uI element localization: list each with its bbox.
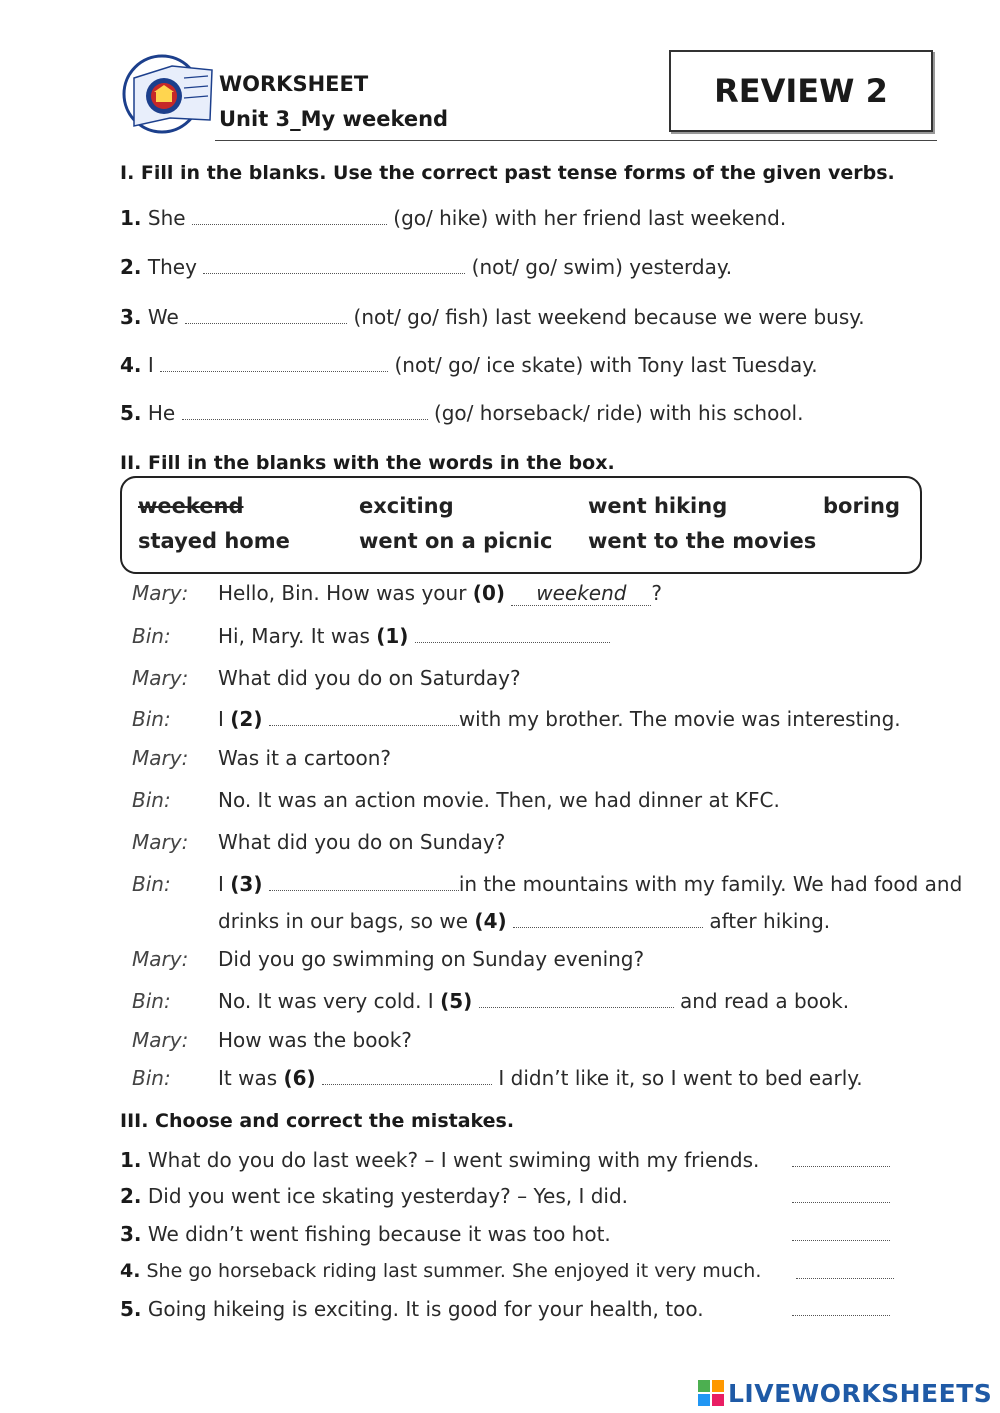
- section3-heading: III. Choose and correct the mistakes.: [120, 1110, 515, 1132]
- item-subject: We: [147, 305, 179, 329]
- dialogue-line-10: [218, 989, 849, 1013]
- school-logo-icon: [112, 48, 222, 140]
- dialogue-line-9: Did you go swimming on Sunday evening?: [218, 947, 645, 971]
- item-hint: (not/ go/ fish) last weekend because we were busy.: [353, 305, 865, 329]
- answer-blank[interactable]: [182, 405, 428, 420]
- dialogue-text: in the mountains with my family. We had food and: [458, 872, 963, 896]
- liveworksheets-brand: LIVEWORKSHEETS: [728, 1378, 993, 1408]
- answer-blank[interactable]: [269, 711, 459, 726]
- dialogue-text: I: [218, 872, 224, 896]
- speaker-bin: Bin:: [132, 707, 171, 731]
- blank-number: (5): [440, 989, 473, 1013]
- correction-blank[interactable]: [792, 1226, 890, 1241]
- box-word-stayed-home: stayed home: [138, 529, 290, 553]
- section2-heading: II. Fill in the blanks with the words in the box.: [120, 452, 615, 474]
- review-box: [669, 50, 933, 132]
- dialogue-text: I: [218, 707, 224, 731]
- speaker-mary: Mary:: [132, 830, 189, 854]
- s3-item-4: [120, 1260, 761, 1282]
- dialogue-text: No. It was very cold. I: [218, 989, 434, 1013]
- item-text: She go horseback riding last summer. She enjoyed it very much.: [146, 1260, 762, 1282]
- dialogue-text: ?: [651, 581, 662, 605]
- blank-number: (1): [376, 624, 409, 648]
- blank-number: (4): [474, 909, 507, 933]
- answer-blank[interactable]: [185, 309, 347, 324]
- item-number: 5.: [120, 401, 142, 425]
- item-number: 1.: [120, 206, 142, 230]
- dialogue-line-0: [218, 581, 662, 606]
- dialogue-line-2: What did you do on Saturday?: [218, 666, 521, 690]
- answer-blank[interactable]: [203, 259, 465, 274]
- dialogue-line-12: [218, 1066, 863, 1090]
- correction-blank[interactable]: [796, 1264, 894, 1279]
- liveworksheets-mark-icon: [698, 1380, 724, 1406]
- dialogue-text: I didn’t like it, so I went to bed early.: [498, 1066, 863, 1090]
- liveworksheets-logo[interactable]: [698, 1376, 992, 1410]
- dialogue-text: Hello, Bin. How was your: [218, 581, 467, 605]
- blank-number: (3): [230, 872, 263, 896]
- blank-number: (2): [230, 707, 263, 731]
- speaker-mary: Mary:: [132, 1028, 189, 1052]
- correction-blank[interactable]: [792, 1301, 890, 1316]
- dialogue-line-4: Was it a cartoon?: [218, 746, 391, 770]
- answer-blank[interactable]: [513, 913, 703, 928]
- item-text: What do you do last week? – I went swiming with my friends.: [147, 1148, 760, 1172]
- s1-item-2: [120, 255, 732, 279]
- speaker-mary: Mary:: [132, 581, 189, 605]
- answer-blank[interactable]: [322, 1070, 492, 1085]
- answer-blank[interactable]: [192, 210, 387, 225]
- box-word-went-hiking: went hiking: [588, 494, 728, 518]
- speaker-mary: Mary:: [132, 947, 189, 971]
- word-box: [120, 476, 922, 574]
- s1-item-4: [120, 353, 818, 377]
- item-hint: (not/ go/ swim) yesterday.: [471, 255, 733, 279]
- item-text: Did you went ice skating yesterday? – Yes, I did.: [147, 1184, 629, 1208]
- speaker-mary: Mary:: [132, 746, 189, 770]
- box-word-exciting: exciting: [359, 494, 454, 518]
- item-subject: She: [147, 206, 186, 230]
- dialogue-text: with my brother. The movie was interesting.: [458, 707, 901, 731]
- box-word-went-on-a-picnic: went on a picnic: [359, 529, 553, 553]
- item-number: 3.: [120, 1222, 142, 1246]
- answer-blank[interactable]: [415, 628, 610, 643]
- item-number: 3.: [120, 305, 142, 329]
- speaker-bin: Bin:: [132, 1066, 171, 1090]
- section1-heading: I. Fill in the blanks. Use the correct past tense forms of the given verbs.: [120, 162, 895, 184]
- s1-item-1: [120, 206, 786, 230]
- dialogue-line-5: No. It was an action movie. Then, we had dinner at KFC.: [218, 788, 780, 812]
- box-word-went-to-the-movies: went to the movies: [588, 529, 817, 553]
- school-logo: [112, 48, 222, 140]
- dialogue-text: drinks in our bags, so we: [218, 909, 469, 933]
- dialogue-line-11: How was the book?: [218, 1028, 412, 1052]
- s1-item-3: [120, 305, 865, 329]
- blank-number: (6): [283, 1066, 316, 1090]
- dialogue-line-3: [218, 707, 901, 731]
- item-hint: (not/ go/ ice skate) with Tony last Tuesday.: [394, 353, 818, 377]
- item-hint: (go/ horseback/ ride) with his school.: [433, 401, 804, 425]
- worksheet-label: WORKSHEET: [219, 72, 369, 96]
- correction-blank[interactable]: [792, 1152, 890, 1167]
- correction-blank[interactable]: [792, 1188, 890, 1203]
- s3-item-2: [120, 1184, 628, 1208]
- item-subject: They: [147, 255, 197, 279]
- item-number: 2.: [120, 255, 142, 279]
- speaker-bin: Bin:: [132, 788, 171, 812]
- review-title: REVIEW 2: [714, 72, 888, 110]
- item-subject: He: [147, 401, 176, 425]
- speaker-bin: Bin:: [132, 624, 171, 648]
- s3-item-3: [120, 1222, 611, 1246]
- speaker-bin: Bin:: [132, 872, 171, 896]
- box-word-boring: boring: [823, 494, 900, 518]
- s3-item-5: [120, 1297, 704, 1321]
- item-number: 4.: [120, 1260, 141, 1282]
- s1-item-5: [120, 401, 803, 425]
- example-answer: weekend: [511, 581, 651, 606]
- item-number: 1.: [120, 1148, 142, 1172]
- dialogue-text: Hi, Mary. It was: [218, 624, 370, 648]
- dialogue-line-7: [218, 872, 962, 896]
- item-text: Going hikeing is exciting. It is good for your health, too.: [147, 1297, 704, 1321]
- s3-item-1: [120, 1148, 759, 1172]
- blank-number: (0): [472, 581, 505, 605]
- dialogue-line-6: What did you do on Sunday?: [218, 830, 506, 854]
- dialogue-text: after hiking.: [709, 909, 831, 933]
- answer-blank[interactable]: [160, 357, 388, 372]
- dialogue-line-8: [218, 909, 830, 933]
- item-number: 5.: [120, 1297, 142, 1321]
- header-divider: [215, 140, 937, 141]
- speaker-bin: Bin:: [132, 989, 171, 1013]
- dialogue-text: and read a book.: [679, 989, 850, 1013]
- dialogue-line-1: [218, 624, 610, 648]
- item-number: 4.: [120, 353, 142, 377]
- unit-title: Unit 3_My weekend: [219, 107, 449, 131]
- dialogue-text: It was: [218, 1066, 278, 1090]
- box-word-weekend: weekend: [138, 494, 244, 518]
- item-hint: (go/ hike) with her friend last weekend.: [393, 206, 787, 230]
- answer-blank[interactable]: [269, 876, 459, 891]
- speaker-mary: Mary:: [132, 666, 189, 690]
- item-subject: I: [147, 353, 154, 377]
- answer-blank[interactable]: [479, 993, 674, 1008]
- item-text: We didn’t went fishing because it was too hot.: [147, 1222, 611, 1246]
- item-number: 2.: [120, 1184, 142, 1208]
